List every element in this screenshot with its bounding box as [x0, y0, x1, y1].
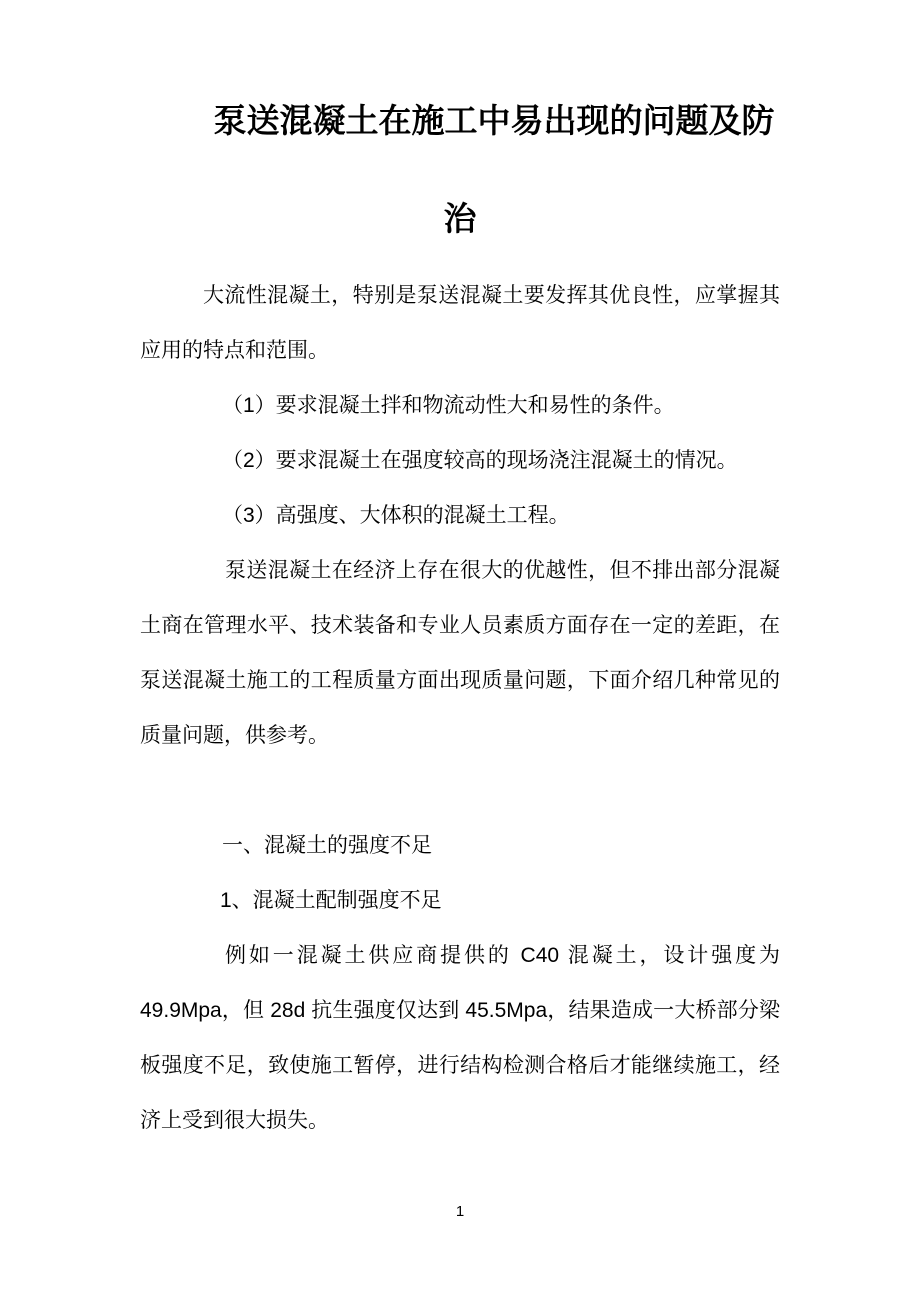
text-line: 应用的特点和范围。 — [140, 339, 329, 362]
document-body — [140, 268, 780, 1148]
blank-line — [140, 763, 780, 818]
text-line: 泵送混凝土施工的工程质量方面出现质量问题，下面介绍几种常见的 — [140, 669, 780, 692]
text-line: 一、混凝土的强度不足 — [222, 834, 432, 857]
text-line: 质量问题，供参考。 — [140, 724, 329, 747]
text-line: 大流性混凝土，特别是泵送混凝土要发挥其优良性，应掌握其 — [203, 284, 780, 307]
text-line: 1、混凝土配制强度不足 — [220, 889, 442, 912]
text-line: 例如一混凝土供应商提供的 C40 混凝土，设计强度为 — [225, 944, 780, 967]
text-line: 土商在管理水平、技术装备和专业人员素质方面存在一定的差距，在 — [140, 614, 780, 637]
text-line: 板强度不足，致使施工暂停，进行结构检测合格后才能继续施工，经 — [140, 1054, 780, 1077]
text-line: （3）高强度、大体积的混凝土工程。 — [222, 504, 570, 527]
text-line: 49.9Mpa，但 28d 抗生强度仅达到 45.5Mpa，结果造成一大桥部分梁 — [140, 999, 780, 1022]
page-number: 1 — [455, 1203, 465, 1220]
text-line: （2）要求混凝土在强度较高的现场浇注混凝土的情况。 — [222, 449, 738, 472]
page-footer — [0, 1200, 920, 1224]
text-line: 泵送混凝土在经济上存在很大的优越性，但不排出部分混凝 — [225, 559, 780, 582]
text-line: 济上受到很大损失。 — [140, 1109, 329, 1132]
document-title: 泵送混凝土在施工中易出现的问题及防治 — [213, 102, 775, 237]
text-line: （1）要求混凝土拌和物流动性大和易性的条件。 — [222, 394, 675, 417]
